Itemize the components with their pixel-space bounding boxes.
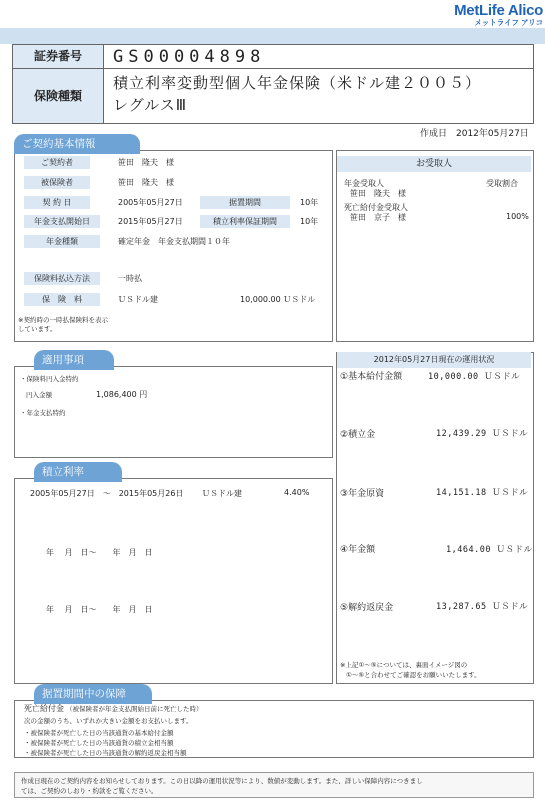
status-value-3: 14,151.18 ＵＳドル xyxy=(436,488,529,498)
status-value-2: 12,439.29 ＵＳドル xyxy=(436,429,529,439)
footer-line2: ては、ご契約のしおり・約款をご覧ください。 xyxy=(21,787,158,795)
yen-deposit-value: 1,086,400 円 xyxy=(96,390,148,399)
share-label: 受取割合 xyxy=(486,179,518,188)
contract-info-title: ご契約基本情報 xyxy=(14,134,140,154)
accumulation-rate-panel xyxy=(14,478,333,684)
payment-start-value: 2015年05月27日 xyxy=(118,217,183,226)
payment-method-value: 一時払 xyxy=(118,274,142,283)
status-value-4: 1,464.00 ＵＳドル xyxy=(446,545,533,555)
special-provisions-title: 適用事項 xyxy=(34,350,114,370)
recipient-title: お受取人 xyxy=(337,156,531,172)
status-label-5: ⑤解約返戻金 xyxy=(340,603,394,613)
rate-guarantee-label: 積立利率保証期間 xyxy=(200,215,290,228)
deferral-protection-title: 据置期間中の保障 xyxy=(34,684,152,704)
deferral-bullet-3: ・被保険者が死亡した日の当該通貨の解約返戻金相当額 xyxy=(24,749,187,757)
premium-note: ※契約時の一時払保険料を表示しています。 xyxy=(18,316,108,333)
deferral-period-value: 10年 xyxy=(300,198,319,207)
payment-start-label: 年金支払開始日 xyxy=(24,215,100,228)
premium-currency: ＵＳドル建 xyxy=(118,295,158,304)
yen-deposit-label: 円入金額 xyxy=(26,391,52,399)
contractor-value: 笹田 隆夫 様 xyxy=(118,158,174,167)
contract-date-value: 2005年05月27日 xyxy=(118,198,183,207)
company-logo xyxy=(437,2,543,28)
rate-value: 4.40% xyxy=(284,488,310,497)
premium-label: 保 険 料 xyxy=(24,293,100,306)
rate-currency: ＵＳドル建 xyxy=(202,489,242,498)
rate-blank-period-2: 年 月 日～ 年 月 日 xyxy=(46,605,153,614)
status-value-5: 13,287.65 ＵＳドル xyxy=(436,602,529,612)
insured-label: 被保険者 xyxy=(24,176,90,189)
pension-payment-rider: ・年金支払特約 xyxy=(20,409,66,417)
status-note-2: ①～⑤と合わせてご確認をお願いいたします。 xyxy=(346,671,481,679)
logo-text: MetLife Alico xyxy=(454,2,543,19)
insurance-type-line2: レグルスⅢ xyxy=(113,96,188,114)
deferral-period-label: 据置期間 xyxy=(200,196,290,209)
pension-recipient-name: 笹田 隆夫 様 xyxy=(350,189,406,198)
deferral-line1: 次の金額のうち、いずれか大きい金額をお支払いします。 xyxy=(24,717,193,725)
status-label-1: ①基本給付金額 xyxy=(340,372,403,382)
status-label-4: ④年金額 xyxy=(340,545,376,555)
contract-date-label: 契 約 日 xyxy=(24,196,90,209)
payment-method-label: 保険料払込方法 xyxy=(24,272,100,285)
accumulation-rate-title: 積立利率 xyxy=(34,462,122,482)
cert-number-label: 証券番号 xyxy=(13,45,103,68)
status-note-1: ※上記①～⑤については、裏面イメージ図の xyxy=(340,661,468,669)
pension-type-value: 確定年金 年金支払期間１０年 xyxy=(118,237,230,246)
pension-type-label: 年金種類 xyxy=(24,235,100,248)
insured-value: 笹田 隆夫 様 xyxy=(118,178,174,187)
yen-deposit-rider: ・保険料円入金特約 xyxy=(20,375,79,383)
operation-status-title: 2012年05月27日現在の運用状況 xyxy=(337,352,531,368)
premium-amount: 10,000.00 ＵＳドル xyxy=(240,295,316,304)
death-benefit-sub: （被保険者が年金支払開始日前に死亡した時） xyxy=(66,705,203,713)
status-label-2: ②積立金 xyxy=(340,430,376,440)
status-label-3: ③年金原資 xyxy=(340,489,385,499)
insurance-type-line1: 積立利率変動型個人年金保険（米ドル建２００５） xyxy=(113,74,482,92)
insurance-type-label: 保険種類 xyxy=(13,69,103,123)
insurance-type-value xyxy=(113,72,481,116)
rate-period: 2005年05月27日 ～ 2015年05月26日 xyxy=(30,489,184,498)
rate-guarantee-value: 10年 xyxy=(300,217,319,226)
deferral-bullet-1: ・被保険者が死亡した日の当該通貨の基本給付金額 xyxy=(24,729,174,737)
death-benefit-label: 死亡給付金 xyxy=(24,704,64,713)
death-recipient-name: 笹田 京子 様 xyxy=(350,213,406,222)
pension-recipient-label: 年金受取人 xyxy=(344,179,384,188)
footer-note-box xyxy=(14,772,534,798)
footer-line1: 作成日現在のご契約内容をお知らせしております。この日以降の運用状況等により、数値が変動します。また、詳しい保障内容につきまし xyxy=(21,777,423,785)
deferral-bullet-2: ・被保険者が死亡した日の当該通貨の積立金相当額 xyxy=(24,739,174,747)
contractor-label: ご契約者 xyxy=(24,156,90,169)
death-recipient-label: 死亡給付金受取人 xyxy=(344,203,408,212)
cert-number-value: GS00004898 xyxy=(113,47,266,67)
death-recipient-share: 100% xyxy=(506,212,529,221)
logo-subtext: メットライフ アリコ xyxy=(474,18,543,27)
status-value-1: 10,000.00 ＵＳドル xyxy=(428,372,521,382)
rate-blank-period-1: 年 月 日～ 年 月 日 xyxy=(46,548,153,557)
policy-header xyxy=(12,44,534,124)
operation-status-panel xyxy=(336,352,534,684)
created-date: 作成日 2012年05月27日 xyxy=(420,129,529,139)
top-band xyxy=(0,28,545,44)
